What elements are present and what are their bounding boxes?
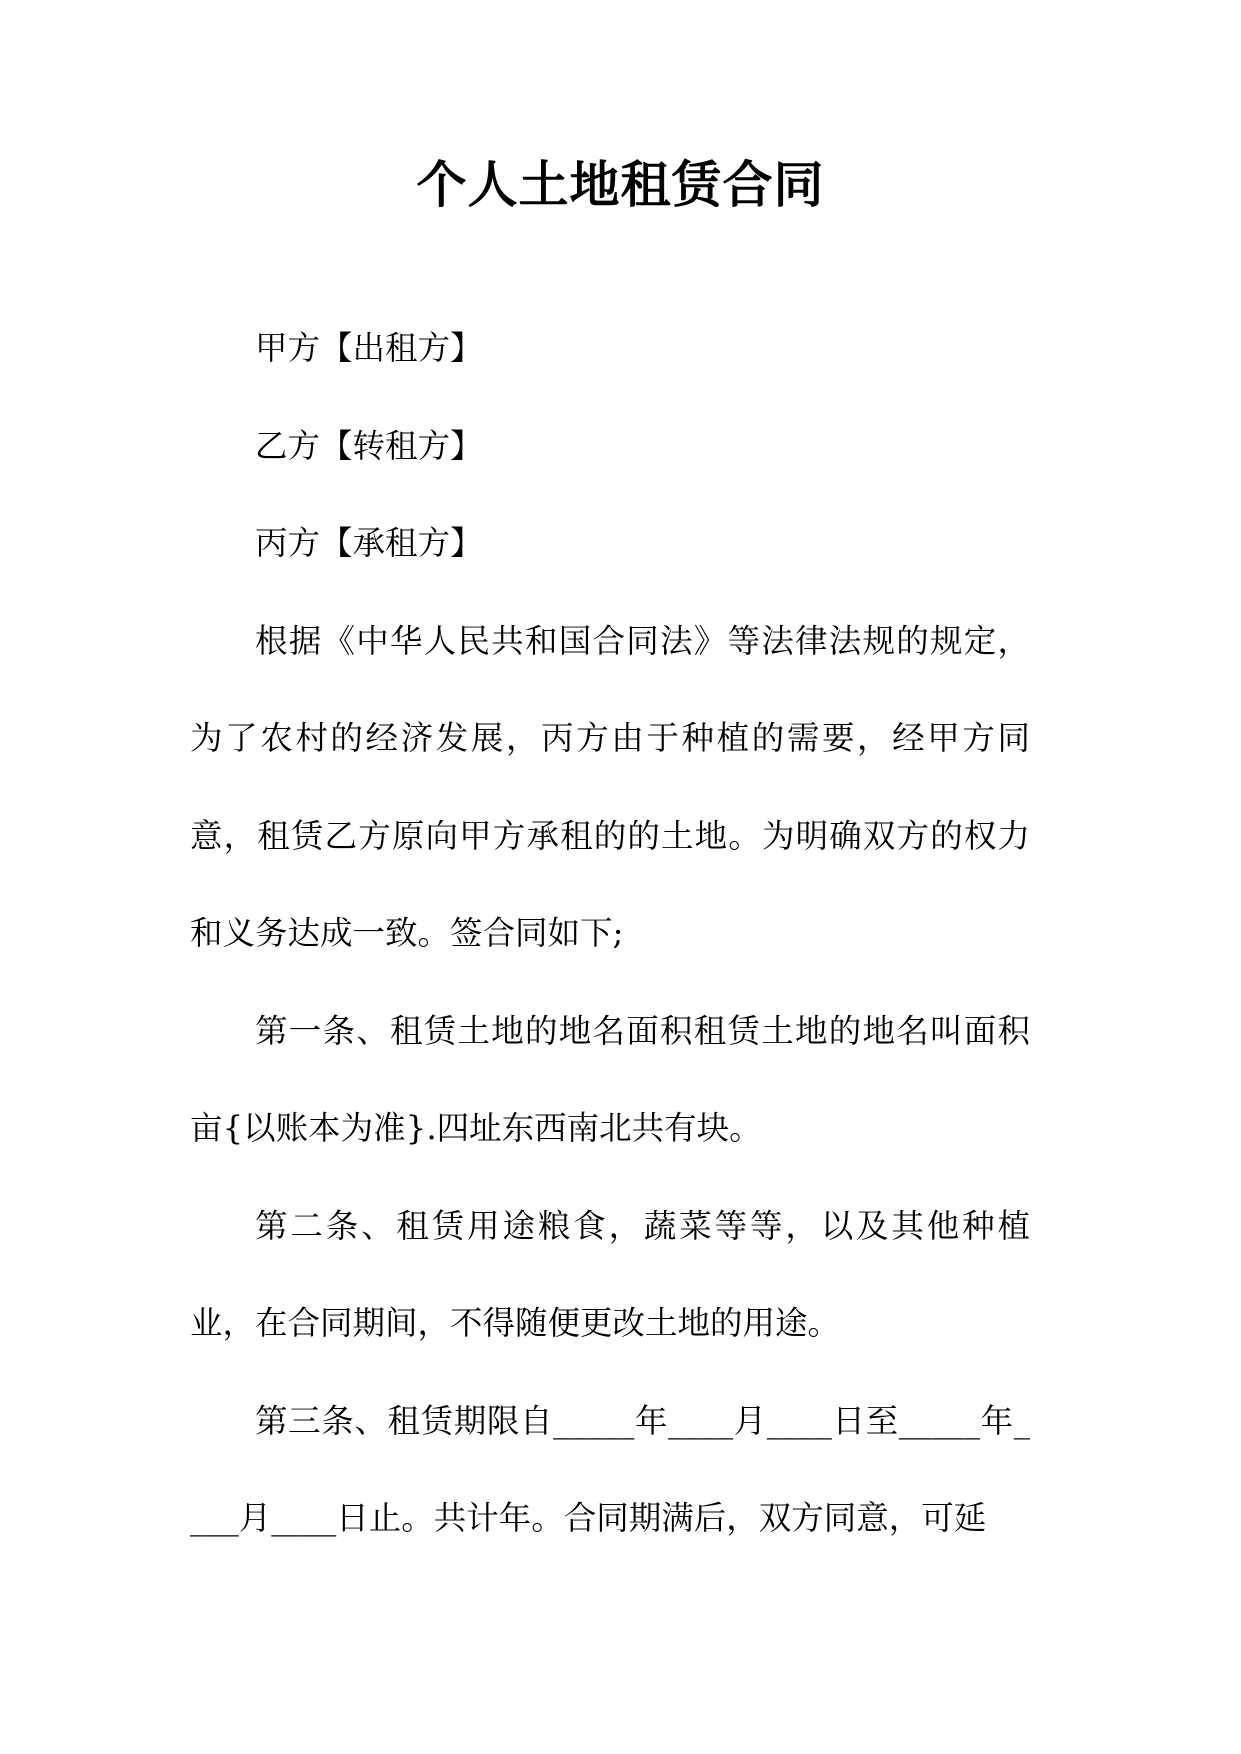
party-b-line: 乙方【转租方】 xyxy=(255,426,483,465)
document-body xyxy=(190,300,1030,1568)
document-title: 个人土地租赁合同 xyxy=(416,155,825,214)
party-c-line: 丙方【承租方】 xyxy=(255,524,483,562)
preamble-paragraph: 根据《中华人民共和国合同法》等法律法规的规定，为了农村的经济发展，丙方由于种植的需要，经甲方同意，租赁乙方原向甲方承租的的土地。为明确双方的权力和义务达成一致。签合同如下; xyxy=(190,621,1030,952)
article-3-paragraph: 第三条、租赁期限自_____年____月____日至_____年____月____日止。共计年。合同期满后，双方同意，可延 xyxy=(190,1401,1030,1537)
article-1-paragraph: 第一条、租赁土地的地名面积租赁土地的地名叫面积亩{以账本为准}.四址东西南北共有块。 xyxy=(190,1011,1030,1147)
party-a-line: 甲方【出租方】 xyxy=(255,329,483,367)
article-2-paragraph: 第二条、租赁用途粮食，蔬菜等等，以及其他种植业，在合同期间，不得随便更改土地的用途。 xyxy=(190,1206,1030,1342)
